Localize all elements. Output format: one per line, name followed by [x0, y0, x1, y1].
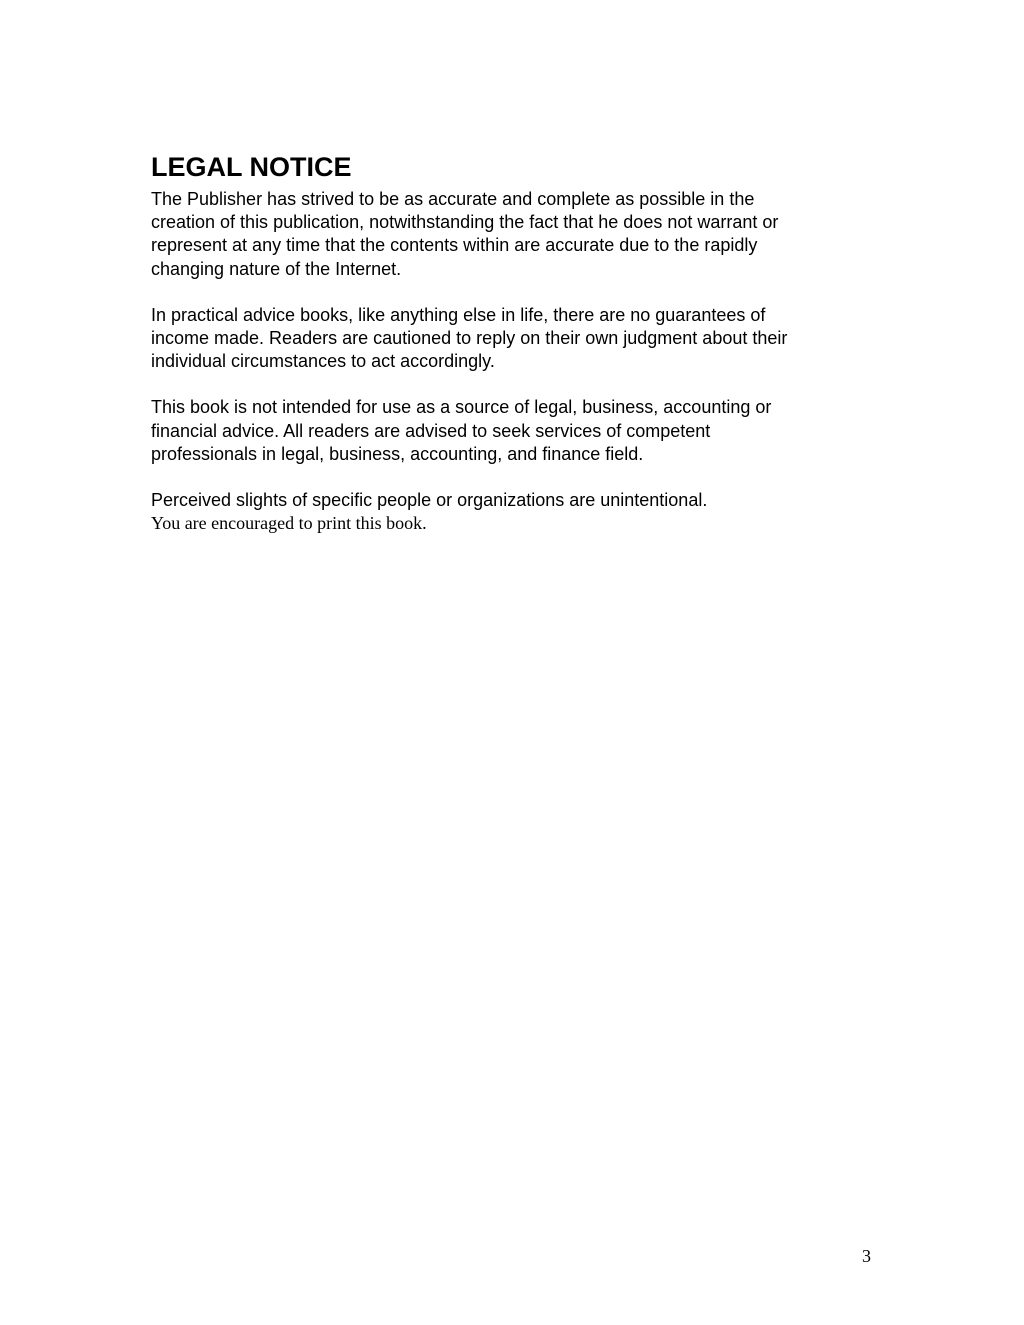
paragraph-accuracy	[151, 188, 881, 281]
paragraph-slights	[151, 489, 881, 512]
paragraph-advice-disclaimer	[151, 396, 881, 466]
paragraph-line: In practical advice books, like anything else in life, there are no guarantees of	[151, 304, 766, 325]
legal-notice-section	[151, 150, 881, 535]
paragraph-line: changing nature of the Internet.	[151, 258, 402, 279]
paragraph-line: Perceived slights of specific people or organizations are unintentional.	[151, 490, 708, 511]
paragraph-line: professionals in legal, business, accounting, and finance field.	[151, 443, 644, 464]
paragraph-line: financial advice. All readers are advised to seek services of competent	[151, 420, 711, 441]
paragraph-guarantees	[151, 304, 881, 374]
paragraph-line: This book is not intended for use as a source of legal, business, accounting or	[151, 397, 772, 418]
paragraph-line: represent at any time that the contents within are accurate due to the rapidly	[151, 235, 758, 256]
paragraph-line: The Publisher has strived to be as accurate and complete as possible in the	[151, 189, 755, 209]
page-title: LEGAL NOTICE	[151, 152, 352, 182]
paragraph-line: income made. Readers are cautioned to reply on their own judgment about their	[151, 328, 788, 349]
paragraph-line: individual circumstances to act accordingly.	[151, 351, 495, 372]
paragraph-line: creation of this publication, notwithstanding the fact that he does not warrant or	[151, 212, 779, 233]
page-number: 3	[862, 1246, 871, 1266]
closing-line: You are encouraged to print this book.	[151, 513, 427, 534]
